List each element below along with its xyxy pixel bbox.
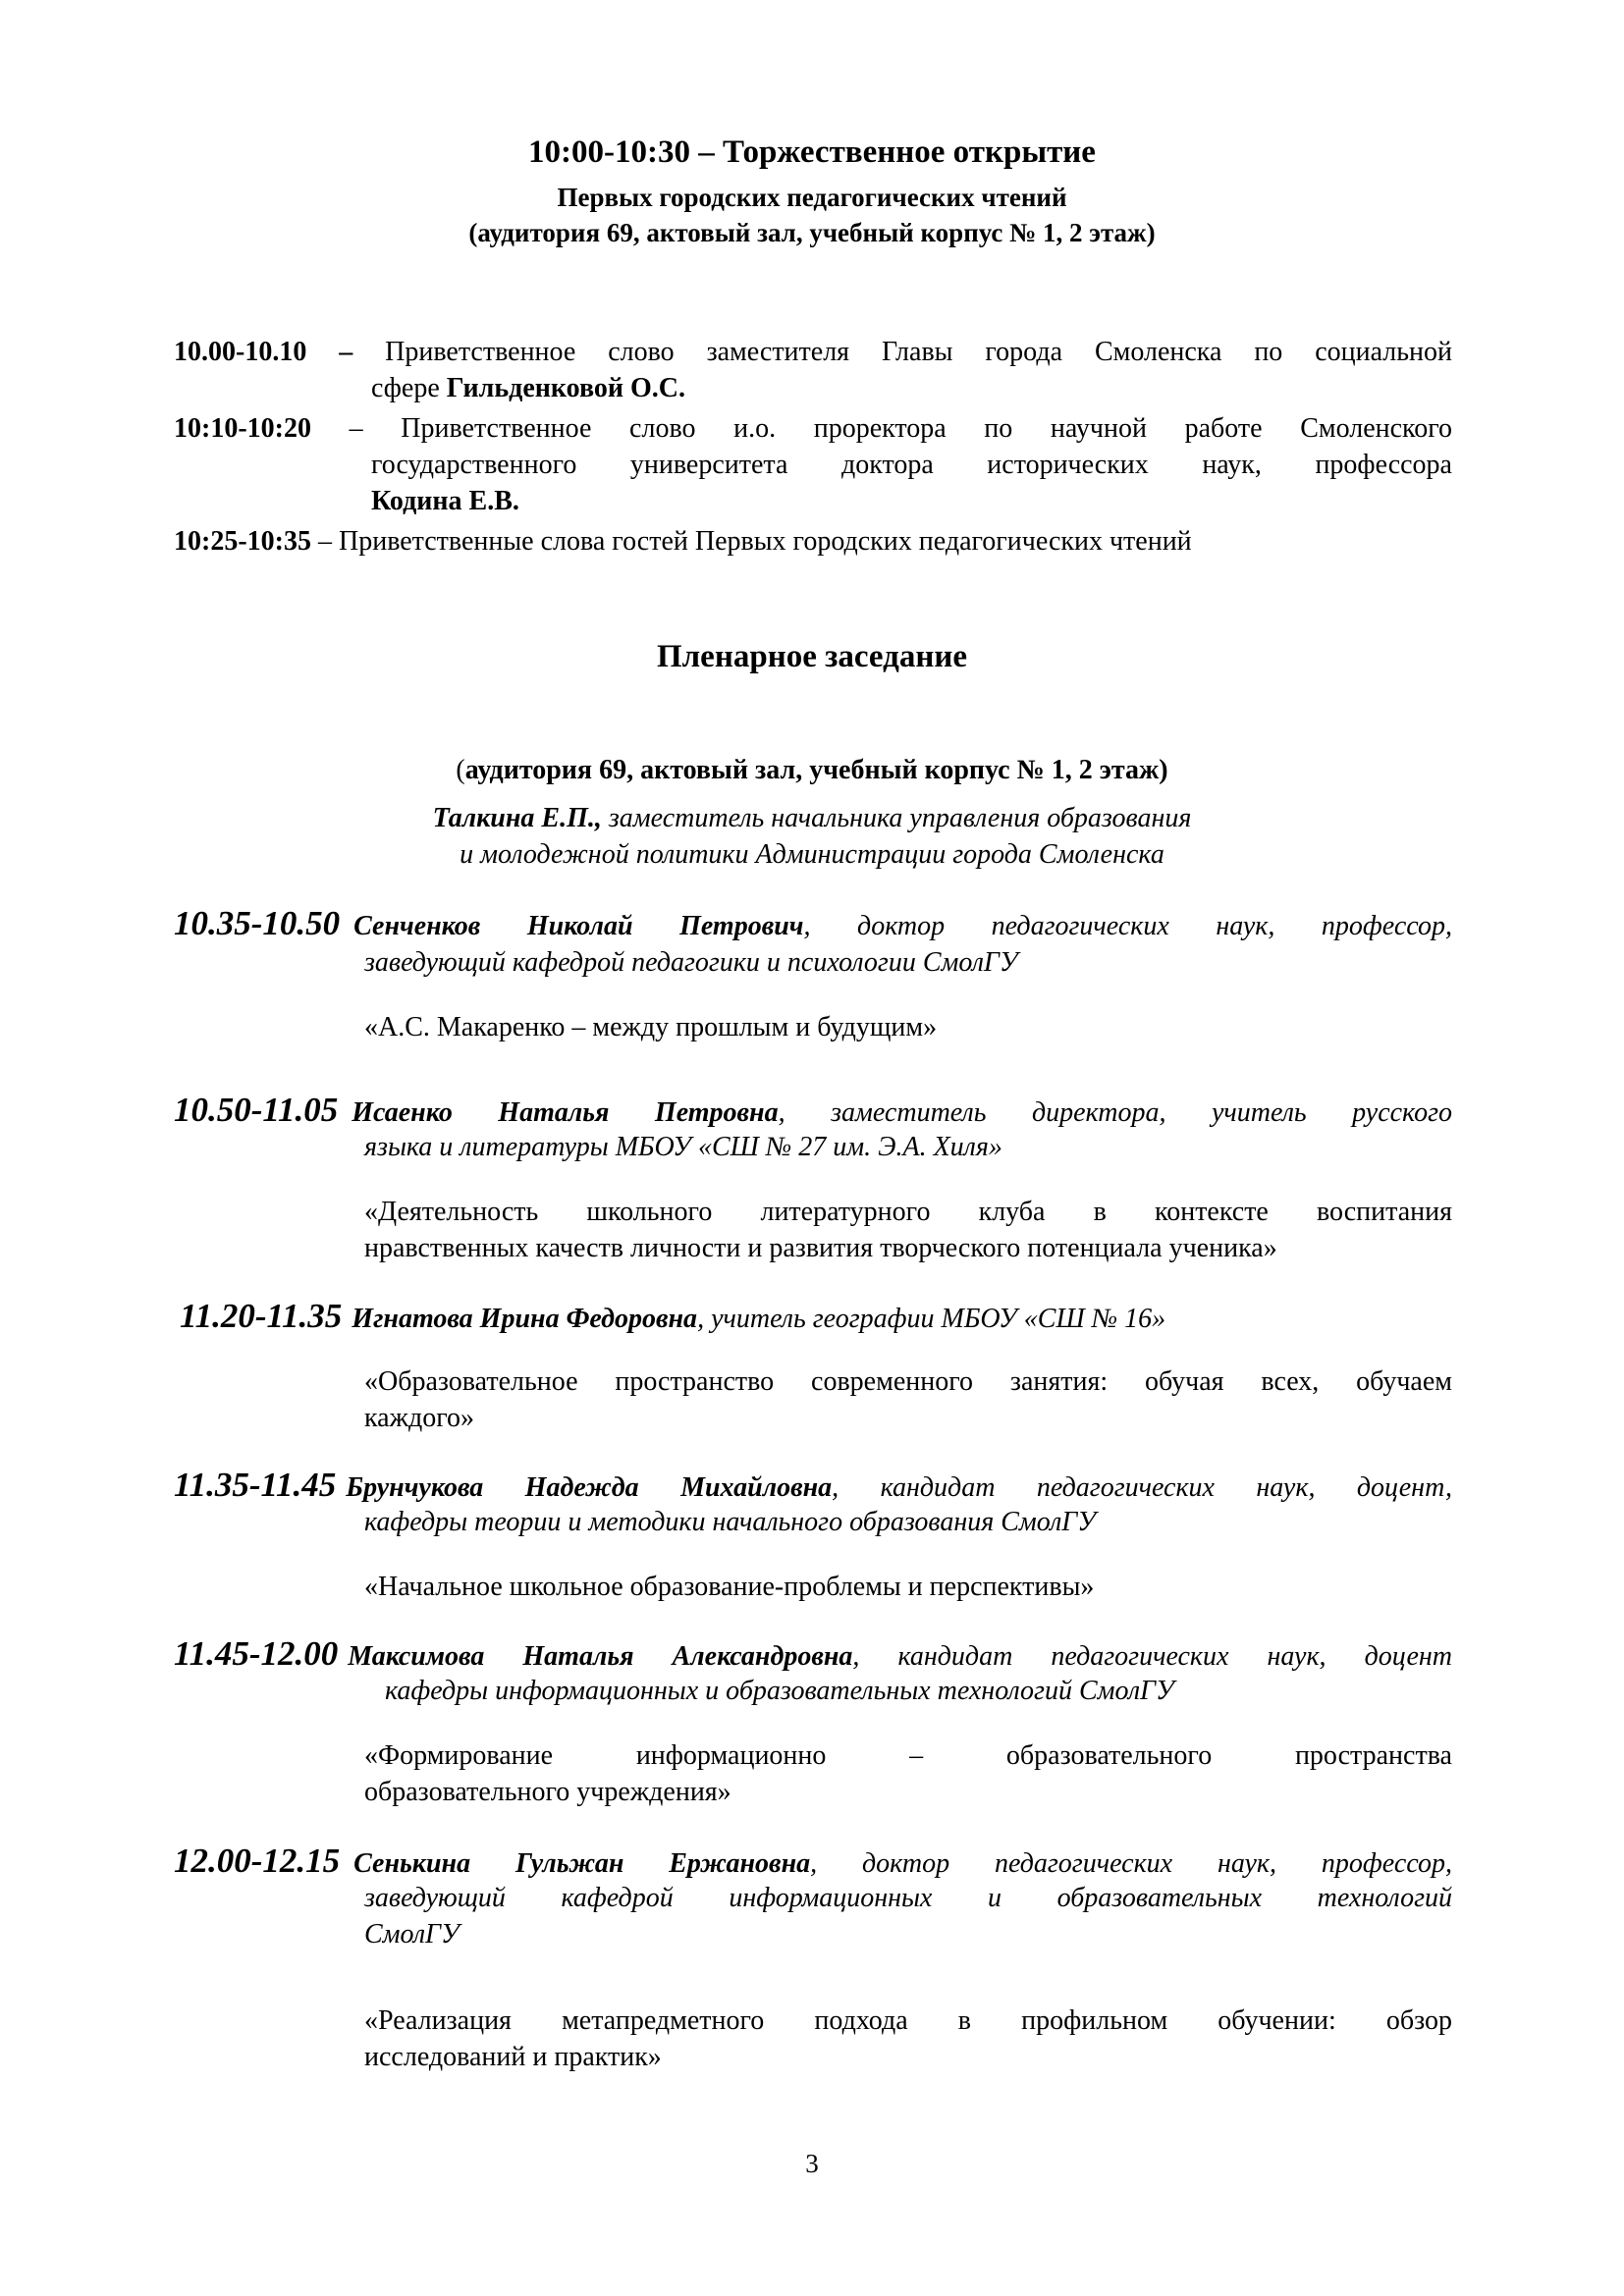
- talk-3-topic-line1: «Образовательное пространство современного занятия: обучая всех, обучаем: [364, 1366, 1452, 1397]
- talk-1-role: заведующий кафедрой педагогики и психологии СмолГУ: [364, 947, 1018, 978]
- talk-speaker: Сенченков Николай Петрович: [353, 911, 804, 941]
- opening-item-2-line1: 10:10-10:20 – Приветственное слово и.о. проректора по научной работе Смоленского: [174, 413, 1453, 444]
- talk-speaker: Максимова Наталья Александровна: [348, 1641, 853, 1672]
- talk-speaker: Сенькина Гульжан Ержановна: [353, 1848, 811, 1879]
- talk-5-header: 11.45-12.00 Максимова Наталья Александровна, кандидат педагогических наук, доцент: [174, 1634, 1452, 1673]
- talk-time: 11.35-11.45: [174, 1466, 337, 1504]
- talk-time: 11.20-11.35: [180, 1297, 343, 1335]
- opening-item-time: 10:25-10:35: [174, 526, 311, 557]
- opening-item-text: Приветственное слово заместителя Главы города Смоленска по социальной: [385, 337, 1452, 367]
- opening-item-text: Приветственные слова гостей Первых городских педагогических чтений: [338, 526, 1192, 557]
- opening-subtitle: Первых городских педагогических чтений: [557, 183, 1067, 212]
- talk-3-topic-line2: каждого»: [364, 1403, 474, 1433]
- talk-time: 11.45-12.00: [174, 1634, 339, 1673]
- opening-item-time: 10:10-10:20: [174, 413, 311, 444]
- speaker-name: Кодина Е.В.: [371, 486, 519, 516]
- chair-name: Талкина Е.П.,: [432, 803, 602, 833]
- talk-4-topic: «Начальное школьное образование-проблемы и перспективы»: [364, 1572, 1095, 1602]
- talk-6-header: 12.00-12.15 Сенькина Гульжан Ержановна, доктор педагогических наук, профессор,: [174, 1842, 1453, 1880]
- talk-speaker: Брунчукова Надежда Михайловна: [346, 1472, 833, 1503]
- talk-4-header: 11.35-11.45 Брунчукова Надежда Михайловна, кандидат педагогических наук, доцент,: [174, 1466, 1452, 1504]
- opening-item-1-line1: 10.00-10.10 – Приветственное слово заместителя Главы города Смоленска по социальной: [174, 337, 1452, 367]
- opening-item-2-line2: государственного университета доктора исторических наук, профессора: [371, 450, 1452, 480]
- talk-speaker: Исаенко Наталья Петровна: [352, 1097, 779, 1128]
- talk-2-topic-line2: нравственных качеств личности и развития творческого потенциала ученика»: [364, 1233, 1277, 1263]
- talk-6-role-line3: СмолГУ: [364, 1919, 460, 1949]
- page-number: 3: [805, 2149, 819, 2178]
- talk-4-role: кафедры теории и методики начального образования СмолГУ: [364, 1507, 1097, 1537]
- plenary-title: Пленарное заседание: [657, 639, 967, 674]
- talk-time: 12.00-12.15: [174, 1842, 341, 1880]
- talk-2-topic-line1: «Деятельность школьного литературного клуба в контексте воспитания: [364, 1197, 1452, 1227]
- talk-time: 10.50-11.05: [174, 1091, 339, 1129]
- talk-speaker: Игнатова Ирина Федоровна: [352, 1304, 698, 1334]
- talk-5-topic-line1: «Формирование информационно – образовательного пространства: [364, 1740, 1452, 1771]
- plenary-chair-line1: Талкина Е.П., заместитель начальника управления образования: [432, 803, 1192, 833]
- talk-5-role: кафедры информационных и образовательных технологий СмолГУ: [385, 1676, 1174, 1706]
- plenary-chair-line2: и молодежной политики Администрации города Смоленска: [460, 839, 1164, 870]
- opening-item-text: Приветственное слово и.о. проректора по научной работе Смоленского: [401, 413, 1453, 444]
- talk-time: 10.35-10.50: [174, 904, 341, 942]
- opening-location: (аудитория 69, актовый зал, учебный корпус № 1, 2 этаж): [468, 218, 1156, 247]
- speaker-name: Гильденковой О.С.: [446, 373, 686, 403]
- opening-title: 10:00-10:30 – Торжественное открытие: [528, 134, 1096, 170]
- talk-3-header: 11.20-11.35 Игнатова Ирина Федоровна, учитель географии МБОУ «СШ № 16»: [180, 1297, 1166, 1335]
- talk-2-header: 10.50-11.05 Исаенко Наталья Петровна, заместитель директора, учитель русского: [174, 1091, 1452, 1129]
- talk-1-header: 10.35-10.50 Сенченков Николай Петрович, доктор педагогических наук, профессор,: [174, 904, 1453, 942]
- opening-item-3: 10:25-10:35 – Приветственные слова гостей Первых городских педагогических чтений: [174, 526, 1192, 557]
- plenary-location: (аудитория 69, актовый зал, учебный корпус № 1, 2 этаж): [456, 755, 1168, 785]
- talk-1-topic: «А.С. Макаренко – между прошлым и будущим»: [364, 1012, 938, 1042]
- talk-6-topic-line1: «Реализация метапредметного подхода в профильном обучении: обзор: [364, 2005, 1452, 2036]
- talk-2-role: языка и литературы МБОУ «СШ № 27 им. Э.А. Хиля»: [364, 1132, 1002, 1162]
- talk-6-role-line2: заведующий кафедрой информационных и образовательных технологий: [364, 1883, 1452, 1913]
- opening-item-2-line3: [371, 483, 519, 519]
- opening-item-time: 10.00-10.10: [174, 337, 307, 367]
- opening-item-1-line2: сфере Гильденковой О.С.: [371, 373, 686, 403]
- talk-5-topic-line2: образовательного учреждения»: [364, 1777, 731, 1807]
- talk-6-topic-line2: исследований и практик»: [364, 2042, 662, 2072]
